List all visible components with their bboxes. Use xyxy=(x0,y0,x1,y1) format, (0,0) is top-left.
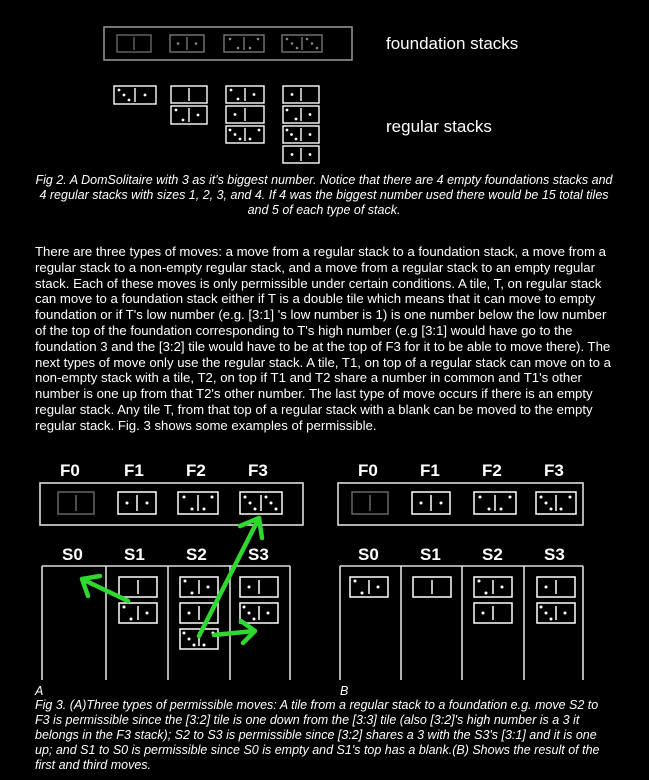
fig2-foundation-tile xyxy=(170,35,204,52)
fig3b-foundation-tile xyxy=(412,492,450,514)
fig2-regular-tile xyxy=(171,106,207,124)
fig2-regular-tile xyxy=(226,126,264,143)
fig3a-header-f1: F1 xyxy=(124,461,144,480)
fig2-regular-tile xyxy=(283,106,319,123)
fig3b-stack-tile xyxy=(413,577,451,597)
fig3a-foundation-tile xyxy=(58,492,94,514)
fig2-regular-tile xyxy=(114,86,156,104)
fig3a-foundation-tile xyxy=(118,492,156,514)
fig3a-stack-tile xyxy=(119,577,157,597)
fig2-foundation-tile xyxy=(282,35,322,52)
fig3a-stack-tile xyxy=(240,603,278,623)
fig3b-foundation-tile xyxy=(352,492,388,514)
fig3b-stack-tile xyxy=(474,577,512,597)
fig3b-foundation-tile xyxy=(536,492,576,514)
fig3-panel-a-label: A xyxy=(35,684,44,698)
fig2-regular-tile xyxy=(283,146,319,163)
fig2-regular-tile xyxy=(171,86,207,103)
fig3a-header-s3: S3 xyxy=(248,545,269,564)
fig3b-header-s0: S0 xyxy=(358,545,379,564)
fig3b-header-f0: F0 xyxy=(358,461,378,480)
fig2-regular-tile xyxy=(226,86,264,103)
fig3a-foundation-tile xyxy=(178,492,218,514)
fig2-regular-tile xyxy=(226,106,264,123)
fig3b-stack-tile xyxy=(537,577,575,597)
fig3a-header-f0: F0 xyxy=(60,461,80,480)
fig3b-header-s3: S3 xyxy=(544,545,565,564)
body-paragraph: There are three types of moves: a move from a regular stack to a foundation stack, a move from a regular stack to a non-empty regular stack, and a move from a regular stack to an empty regular stack. Each of these moves is only permissible under certain conditions. A tile, T, on regular stack can move to a foundation stack either if T is a double tile which means that it can move to empty foundation or if T's low number (e.g. [3:1] 's low number is 1) is one number below the low number of the top of the foundation corresponding to T's high number (e.g [3:1] would have go to the foundation 3 and the [3:2] tile would have to be at the top of F3 for it to be able to move there). The next types of move only use the regular stack. A tile, T1, on top of a regular stack can move on to a non-empty stack with a tile, T2, on top if T1 and T2 share a number in common and T1's other number is one up from that T2's other number. The last type of move occurs if there is an empty regular stack. Any tile T, from that top of a regular stack with a blank can be moved to the empty regular stack. Fig. 3 shows some examples of permissible. xyxy=(35,244,611,433)
fig3b-header-f1: F1 xyxy=(420,461,440,480)
fig3b-header-f2: F2 xyxy=(482,461,502,480)
fig3a-header-s2: S2 xyxy=(186,545,207,564)
fig3a-stack-tile xyxy=(240,577,278,597)
fig3b-stack-tile xyxy=(474,603,512,623)
fig3b-foundation-tile xyxy=(474,492,516,514)
fig3a-stack-tile xyxy=(119,603,157,623)
fig3b-header-f3: F3 xyxy=(544,461,564,480)
fig3b-stack-tile xyxy=(350,577,388,597)
regular-stacks-label: regular stacks xyxy=(386,117,492,136)
foundation-stacks-label: foundation stacks xyxy=(386,34,519,53)
fig3b-header-s1: S1 xyxy=(420,545,441,564)
arrow-s2-to-s3 xyxy=(214,621,255,643)
fig3a-header-s0: S0 xyxy=(62,545,83,564)
fig3-panel-b-label: B xyxy=(340,684,349,698)
fig3b-header-s2: S2 xyxy=(482,545,503,564)
fig3a-header-f2: F2 xyxy=(186,461,206,480)
fig2-foundation-tile xyxy=(117,35,151,52)
fig2-regular-tile xyxy=(283,126,319,143)
fig3a-header-f3: F3 xyxy=(248,461,268,480)
fig3b-stack-tile xyxy=(537,603,575,623)
fig3a-stack-tile xyxy=(180,577,218,597)
fig3-caption: Fig 3. (A)Three types of permissible moves: A tile from a regular stack to a foundation e.g. move S2 to F3 is permissible since the [3:2] tile is one down from the [3:3] tile (also [3:2]'s high number is a 3 it belongs in the F3 stack); S2 to S3 is permissible since [3:2] shares a 3 with the S3's [3:1] and it is one up; and S1 to S0 is permissible since S0 is empty and S1's top has a blank.(B) Shows the result of the first and third moves. xyxy=(35,698,600,772)
fig2-caption: Fig 2. A DomSolitaire with 3 as it's biggest number. Notice that there are 4 empty foundations stacks and 4 regular stacks with sizes 1, 2, 3, and 4. If 4 was the biggest number used there would be 15 total tiles and 5 of each type of stack. xyxy=(35,173,613,217)
fig3a-foundation-tile xyxy=(240,492,282,514)
fig2-regular-tile xyxy=(283,86,319,103)
arrow-s1-to-s0 xyxy=(82,576,128,601)
fig2-foundation-tile xyxy=(224,35,264,52)
fig3a-header-s1: S1 xyxy=(124,545,145,564)
